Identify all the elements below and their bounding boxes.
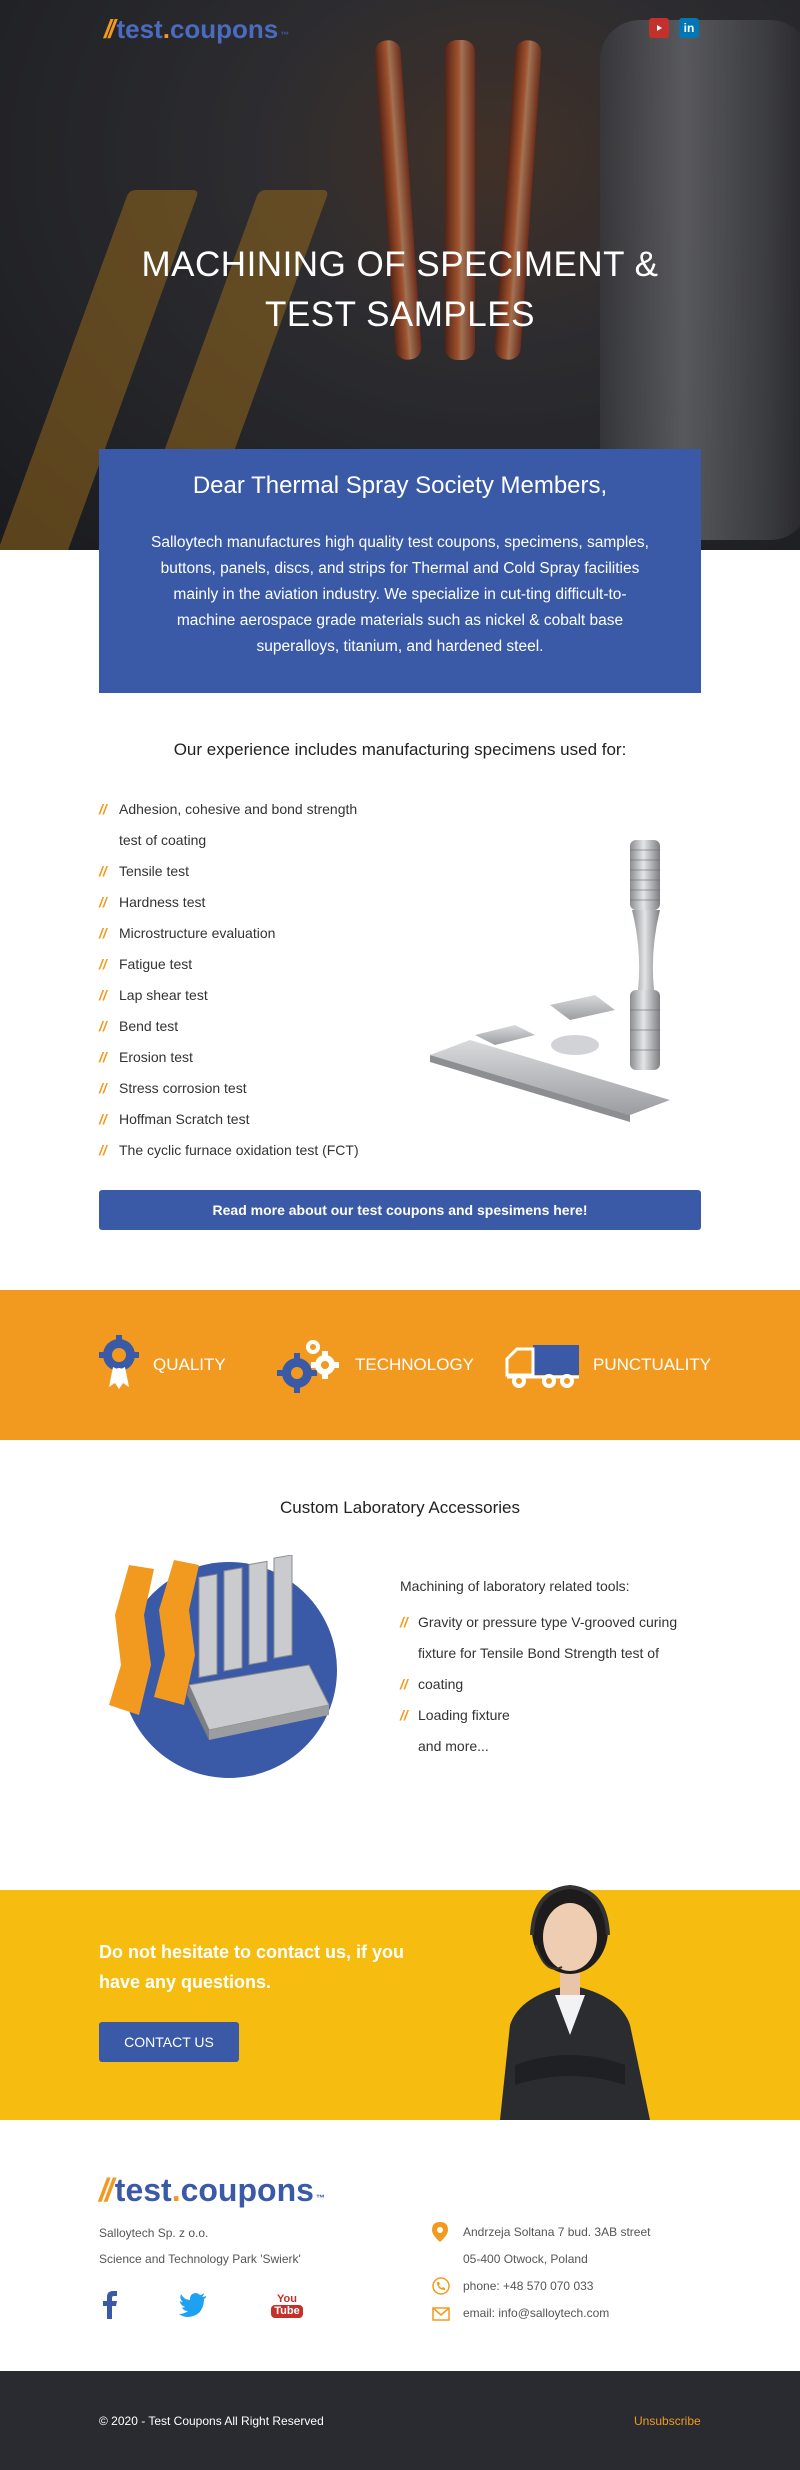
list-marker: // [400,1676,408,1692]
logo-word-coupons: coupons [169,14,279,44]
list-item-label: Adhesion, cohesive and bond strength [119,801,358,817]
list-item-label: Tensile test [119,863,190,879]
feature-punctuality [503,1335,711,1395]
list-item [99,980,429,1011]
hero-title: MACHINING OF SPECIMENT & TEST SAMPLES [141,245,659,334]
list-marker: // [99,801,107,817]
phone-number[interactable]: phone: +48 570 070 033 [463,2278,594,2293]
phone-icon [432,2277,454,2295]
list-marker: // [99,863,107,879]
unsubscribe-link[interactable]: Unsubscribe [634,2414,701,2428]
logo-word-test: test [114,2172,172,2208]
list-item [99,825,429,856]
address-line-1: Andrzeja Soltana 7 bud. 3AB street [463,2224,651,2239]
logo-dot: . [171,2172,181,2208]
contact-text: Do not hesitate to contact us, if you have any questions. [99,1942,405,1992]
list-item [99,1011,429,1042]
youtube-icon[interactable] [649,18,669,38]
address-line-2: 05-400 Otwock, Poland [463,2251,588,2266]
list-item-label: coating [418,1676,464,1692]
logo-word-test: test [116,14,163,44]
list-marker: // [400,1707,408,1723]
logo-trademark: ™ [280,30,290,40]
lab-list [400,1607,710,1731]
specimens-image [420,830,680,1130]
feature-label: PUNCTUALITY [593,1355,712,1374]
feature-quality [99,1335,226,1395]
intro-heading: Dear Thermal Spray Society Members, [192,472,608,499]
support-agent-image [460,1835,680,2120]
list-item-label: Gravity or pressure type V-grooved curing fixture for Tensile Bond Strength test of [418,1614,678,1661]
list-item-label: Hardness test [119,894,206,910]
list-item-label: Lap shear test [119,987,208,1003]
list-item [400,1669,710,1700]
list-item [99,1042,429,1073]
list-item [99,1104,429,1135]
list-item [99,1135,429,1166]
lab-lead: Machining of laboratory related tools: [400,1578,630,1594]
youtube-logo-tube: Tube [271,2305,302,2318]
phone-row [432,2272,650,2299]
email-address[interactable]: email: info@salloytech.com [463,2305,610,2320]
lab-fixture-image [99,1555,349,1785]
list-item [99,949,429,980]
gears-icon [275,1335,345,1395]
feature-technology [275,1335,474,1395]
linkedin-icon[interactable]: in [679,18,699,38]
list-item [99,918,429,949]
address-row [432,2245,650,2272]
truck-icon [503,1335,583,1395]
list-item [99,856,429,887]
list-marker: // [99,1018,107,1034]
list-item-label: Bend test [119,1018,179,1034]
list-item-label: Erosion test [119,1049,193,1065]
logo-slashes: // [99,2172,111,2208]
address-row [432,2218,650,2245]
logo-slashes: // [104,14,113,44]
list-item-label: Loading fixture [418,1707,510,1723]
youtube-logo-you: You [277,2292,297,2305]
list-item [99,1073,429,1104]
intro-box [99,449,701,693]
list-marker: // [99,1049,107,1065]
contact-us-button[interactable]: CONTACT US [99,2022,239,2062]
list-item-label: Fatigue test [119,956,193,972]
logo-dot: . [162,14,170,44]
list-item-label: test of coating [119,832,207,848]
contact-band [0,1890,800,2120]
list-marker: // [99,987,107,1003]
company-name: Salloytech Sp. z o.o. [99,2226,209,2240]
list-marker: // [99,894,107,910]
company-info [99,2220,301,2272]
lab-text [400,1575,710,1762]
logo-word-coupons: coupons [180,2172,314,2208]
envelope-icon [432,2305,454,2321]
copyright: © 2020 - Test Coupons All Right Reserved [99,2414,324,2428]
location-pin-icon [432,2222,454,2242]
list-item [400,1607,710,1669]
tests-list [99,794,429,1166]
list-item-label: Stress corrosion test [119,1080,247,1096]
list-marker: // [99,1142,107,1158]
list-marker: // [99,956,107,972]
list-item [400,1700,710,1731]
lab-more: and more... [418,1738,489,1754]
list-marker: // [99,1111,107,1127]
feature-label: TECHNOLOGY [355,1355,475,1374]
header-logo[interactable] [104,14,289,45]
youtube-icon[interactable] [270,2290,304,2320]
list-item [99,887,429,918]
list-marker: // [99,925,107,941]
contact-details [432,2218,650,2326]
company-park: Science and Technology Park 'Swierk' [99,2252,301,2266]
experience-title: Our experience includes manufacturing specimens used for: [173,740,627,759]
twitter-icon[interactable] [178,2290,208,2320]
list-marker: // [99,1080,107,1096]
list-marker-spacer [99,825,119,856]
features-band [0,1290,800,1440]
footer-logo[interactable] [99,2172,325,2209]
email-row [432,2299,650,2326]
logo-trademark: ™ [315,2193,325,2203]
list-item-label: Microstructure evaluation [119,925,276,941]
intro-body: Salloytech manufactures high quality test coupons, specimens, samples, buttons, panels, discs, and strips for Thermal and Cold Spray facilities mainly in the aviation industry. We specialize in cut-ting difficult-to-machine aerospace grade materials such as nickel & cobalt base superalloys, titanium, and hardened steel. [151,534,649,655]
list-item-label: Hoffman Scratch test [119,1111,250,1127]
list-marker: // [400,1614,408,1630]
facebook-icon[interactable] [95,2290,125,2320]
quality-gear-icon [99,1335,143,1395]
read-more-button[interactable]: Read more about our test coupons and spesimens here! [99,1190,701,1230]
list-item [99,794,429,825]
lab-title: Custom Laboratory Accessories [280,1498,520,1517]
list-item-label: The cyclic furnace oxidation test (FCT) [119,1142,359,1158]
feature-label: QUALITY [153,1355,226,1374]
